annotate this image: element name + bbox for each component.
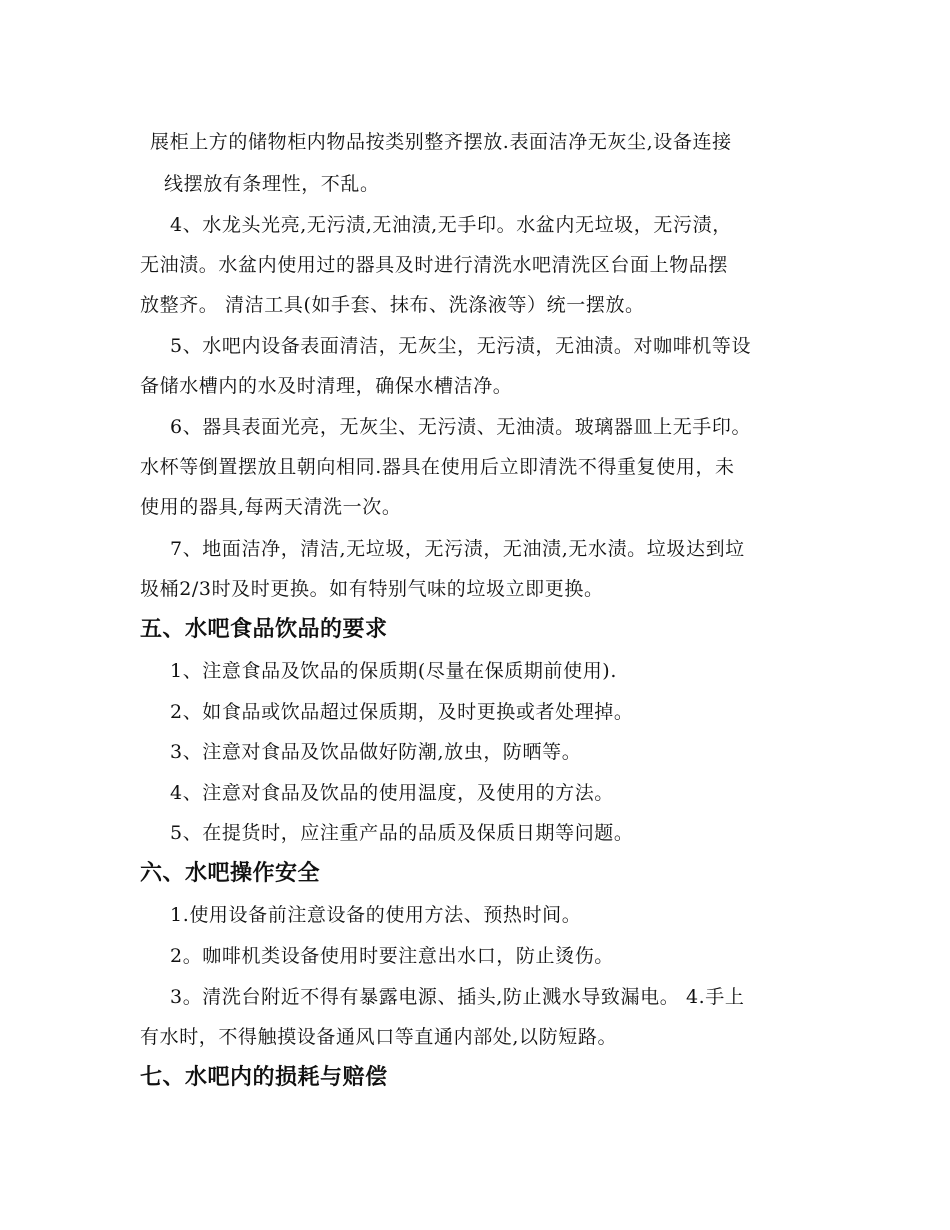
section-heading-7: 七、水吧内的损耗与赔偿 [140, 1065, 388, 1090]
item-5-line: 5、水吧内设备表面清洁，无灰尘，无污渍，无油渍。对咖啡机等设 [170, 335, 752, 357]
list-item: 4、注意对食品及饮品的使用温度，及使用的方法。 [170, 782, 614, 804]
paragraph-line: 线摆放有条理性，不乱。 [164, 173, 380, 195]
section-heading-6: 六、水吧操作安全 [140, 861, 321, 886]
item-6-line: 6、器具表面光亮，无灰尘、无污渍、无油渍。玻璃器皿上无手印。 [170, 416, 752, 438]
paragraph-line: 无油渍。水盆内使用过的器具及时进行清洗水吧清洗区台面上物品摆 [140, 254, 729, 276]
list-item: 3。清洗台附近不得有暴露电源、插头,防止溅水导致漏电。 4.手上 [170, 986, 745, 1008]
item-4-line: 4、水龙头光亮,无污渍,无油渍,无手印。水盆内无垃圾，无污渍， [170, 214, 732, 236]
paragraph-line: 展柜上方的储物柜内物品按类别整齐摆放.表面洁净无灰尘,设备连接 [150, 131, 732, 153]
list-item: 2、如食品或饮品超过保质期，及时更换或者处理掉。 [170, 701, 634, 723]
section-heading-5: 五、水吧食品饮品的要求 [140, 617, 388, 642]
paragraph-line: 备储水槽内的水及时清理，确保水槽洁净。 [140, 375, 513, 397]
item-7-line: 7、地面洁净，清洁,无垃圾，无污渍，无油渍,无水渍。垃圾达到垃 [170, 538, 745, 560]
list-item: 3、注意对食品及饮品做好防潮,放虫，防晒等。 [170, 741, 582, 763]
paragraph-line: 放整齐。 清洁工具(如手套、抹布、洗涤液等）统一摆放。 [140, 294, 645, 316]
list-item: 2。咖啡机类设备使用时要注意出水口，防止烫伤。 [170, 945, 614, 967]
paragraph-line: 使用的器具,每两天清洗一次。 [140, 496, 402, 518]
paragraph-line: 圾桶2/3时及时更换。如有特别气味的垃圾立即更换。 [140, 578, 604, 600]
paragraph-line: 有水时，不得触摸设备通风口等直通内部处,以防短路。 [140, 1026, 618, 1048]
list-item: 5、在提货时，应注重产品的品质及保质日期等问题。 [170, 822, 634, 844]
list-item: 1、注意食品及饮品的保质期(尽量在保质期前使用). [170, 660, 617, 682]
list-item: 1.使用设备前注意设备的使用方法、预热时间。 [170, 904, 582, 926]
paragraph-line: 水杯等倒置摆放且朝向相同.器具在使用后立即清洗不得重复使用，未 [140, 456, 735, 478]
